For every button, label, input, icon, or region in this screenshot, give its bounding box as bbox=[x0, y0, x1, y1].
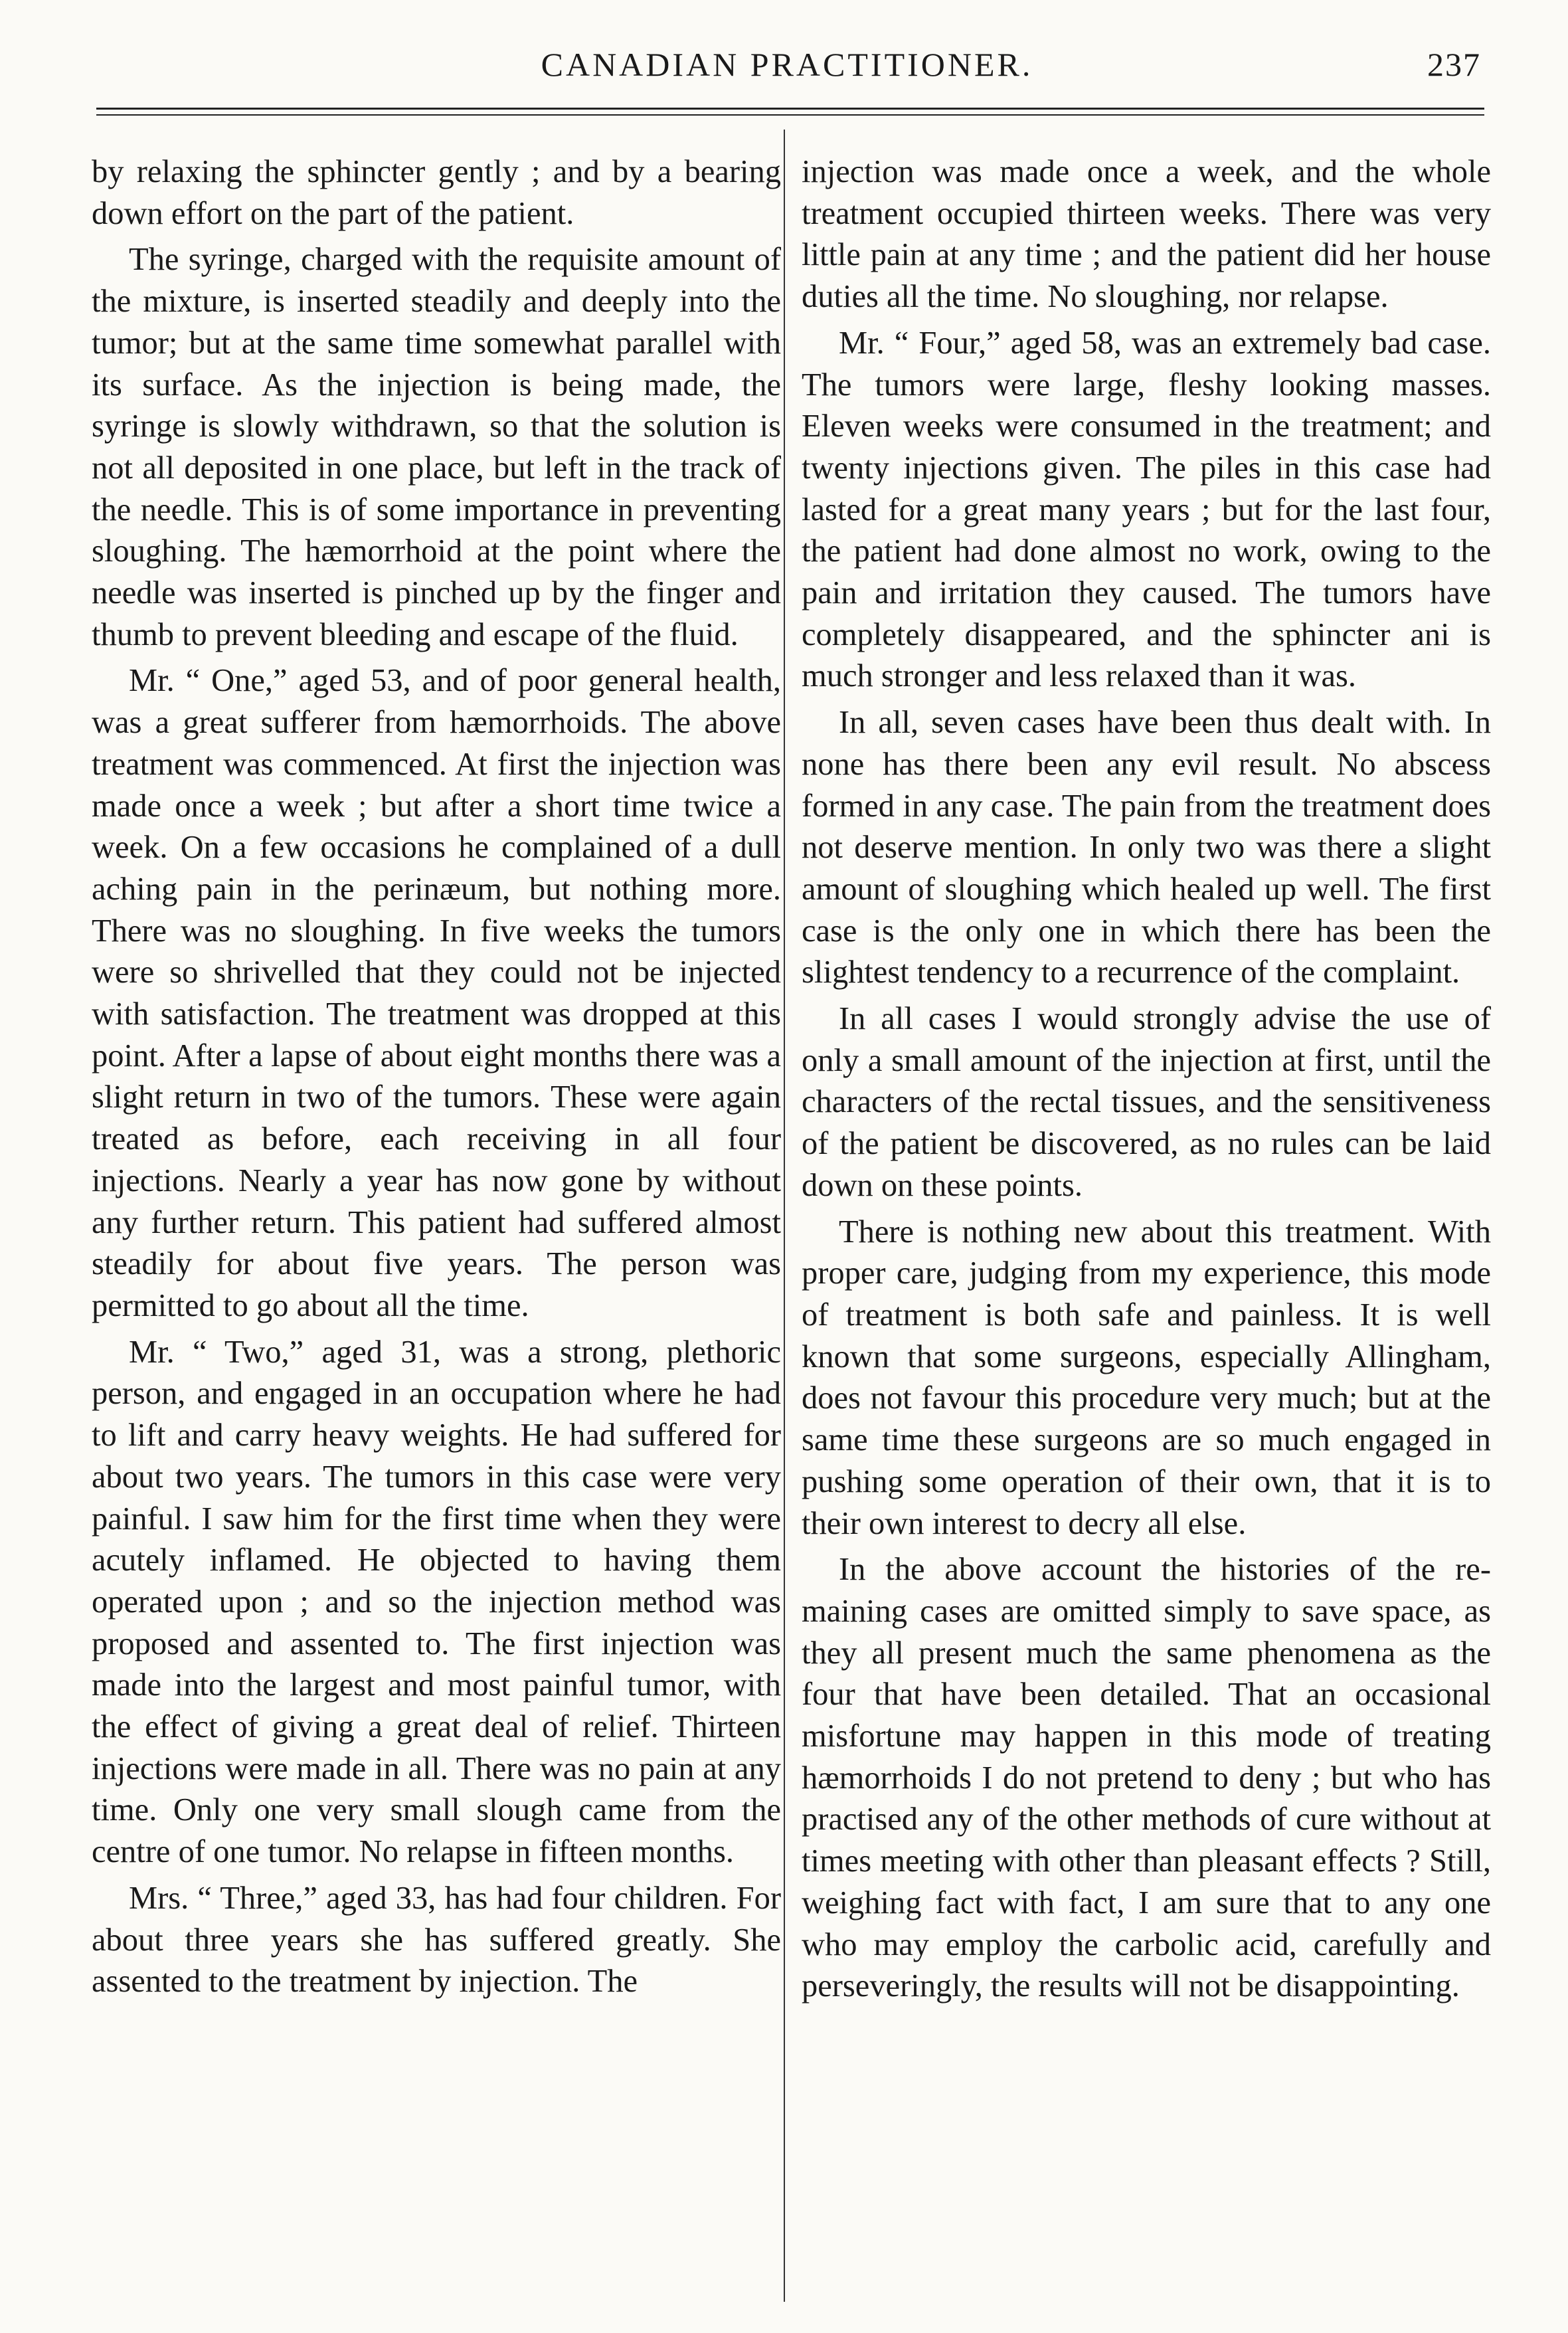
right-column bbox=[802, 151, 1491, 2012]
header-rule-bottom bbox=[96, 114, 1484, 116]
paragraph: The syringe, charged with the requisite amount of the mixture, is inserted steadily and deeply into the tumor; but at the same time somewhat parallel with its surface. As the injection is being made, the syringe is slowly withdrawn, so that the solution is not all deposited in one place, but left in the track of the needle. This is of some importance in preventing sloughing. The hæmorrhoid at the point where the needle was inserted is pinched up by the finger and thumb to prevent bleeding and escape of the fluid. bbox=[92, 242, 781, 652]
paragraph: injection was made once a week, and the whole treatment occupied thirteen weeks. There was very little pain at any time ; and the patient did her house duties all the time. No sloughing, nor relapse. bbox=[802, 154, 1491, 315]
header-rule-top bbox=[96, 108, 1484, 110]
column-divider bbox=[784, 130, 785, 2302]
left-column bbox=[92, 151, 781, 2007]
running-title: CANADIAN PRACTITIONER. bbox=[541, 46, 1033, 83]
paragraph: There is nothing new about this treatment. With proper care, judging from my experience, this mode of treatment is both safe and painless. It is well known that some surgeons, especially Allingham, does not favour this procedure very much; but at the same time these surgeons are so much engaged in pushing some operation of their own, that it is to their own interest to decry all else. bbox=[802, 1214, 1491, 1541]
paragraph: In all, seven cases have been thus dealt with. In none has there been any evil result. No abscess formed in any case. The pain from the treatment does not deserve mention. In only two was there a slight amount of sloughing which healed up well. The first case is the only one in which there has been the slightest tendency to a recurrence of the complaint. bbox=[802, 705, 1491, 990]
paragraph: Mr. “ Four,” aged 58, was an extremely bad case. The tumors were large, fleshy looking masses. Eleven weeks were consumed in the treatment; and twenty injections given. The piles in this case had lasted for a great many years ; but for the last four, the patient had done almost no work, owing to the pain and irritation they caused. The tumors have completely disappeared, and the sphincter ani is much stronger and less relaxed than it was. bbox=[802, 325, 1491, 694]
paragraph: Mr. “ One,” aged 53, and of poor general health, was a great sufferer from hæmorrhoids. The above treatment was commenced. At first the injection was made once a week ; but after a short time twice a week. On a few occasions he complained of a dull aching pain in the perinæum, but nothing more. There was no sloughing. In five weeks the tumors were so shrivelled that they could not be injected with satisfaction. The treatment was dropped at this point. After a lapse of about eight months there was a slight return in two of the tumors. These were again treated as before, each receiving in all four injections. Nearly a year has now gone by without any further return. This patient had suffered almost steadily for about five years. The person was permitted to go about all the time. bbox=[92, 663, 781, 1323]
paragraph: by relaxing the sphincter gently ; and by a bearing down effort on the part of the patient. bbox=[92, 154, 781, 231]
paragraph: In the above account the histories of the remaining cases are omitted simply to save space, as they all present much the same phenomena as the four that have been detailed. That an occasional misfortune may happen in this mode of treating hæmorrhoids I do not pretend to deny ; but who has practised any of the other methods of cure without at times meeting with other than pleasant effects ? Still, weighing fact with fact, I am sure that to any one who may employ the carbolic acid, carefully and perseveringly, the results will not be disappointing. bbox=[802, 1552, 1491, 2004]
paragraph: In all cases I would strongly advise the use of only a small amount of the injection at first, until the characters of the rectal tissues, and the sensitiveness of the patient be discovered, as no rules can be laid down on these points. bbox=[802, 1001, 1491, 1203]
page-header bbox=[86, 40, 1488, 100]
page-number: 237 bbox=[1427, 46, 1481, 83]
paragraph: Mrs. “ Three,” aged 33, has had four children. For about three years she has suffered greatly. She assented to the treatment by injection. The bbox=[92, 1880, 781, 2000]
paragraph: Mr. “ Two,” aged 31, was a strong, plethoric person, and engaged in an occupation where he had to lift and carry heavy weights. He had suffered for about two years. The tumors in this case were very painful. I saw him for the first time when they were acutely inflamed. He objected to having them operated upon ; and so the injection method was proposed and assented to. The first injection was made into the largest and most painful tumor, with the effect of giving a great deal of relief. Thirteen injections were made in all. There was no pain at any time. Only one very small slough came from the centre of one tumor. No relapse in fifteen months. bbox=[92, 1334, 781, 1870]
